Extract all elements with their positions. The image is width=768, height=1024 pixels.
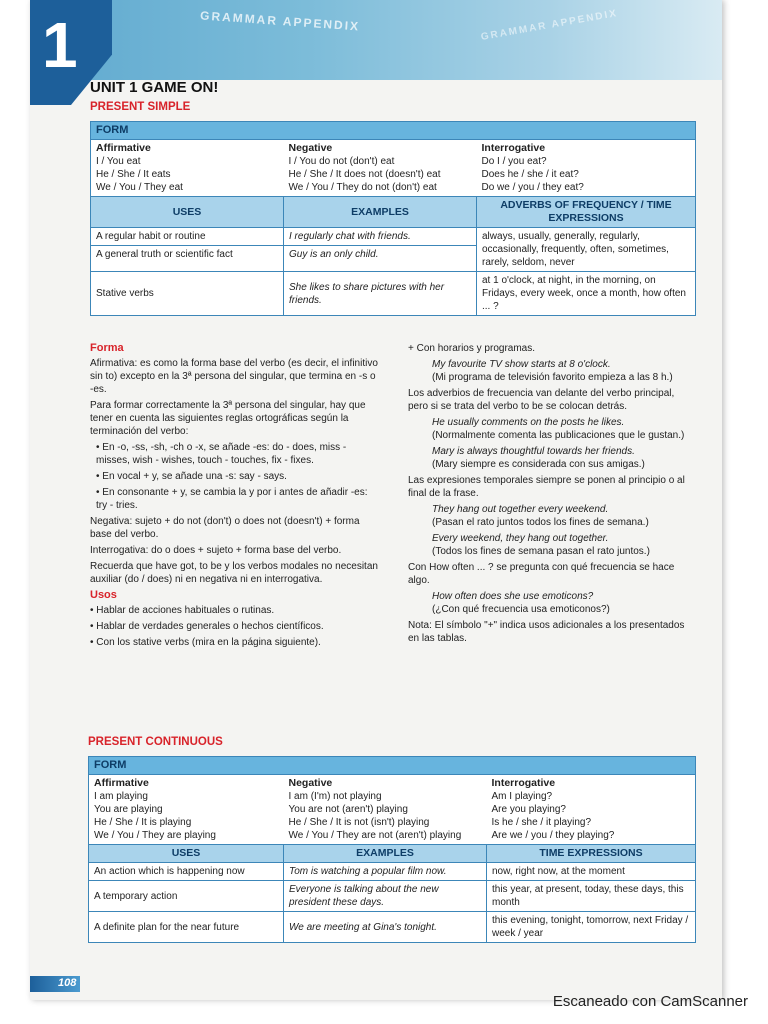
unit-number: 1	[42, 9, 78, 81]
ps-use: A regular habit or routine	[91, 228, 284, 246]
present-continuous-table	[88, 756, 696, 943]
ps-form-label: FORM	[91, 122, 696, 140]
present-simple-table	[90, 121, 696, 316]
ps-examples-heading: EXAMPLES	[284, 197, 477, 228]
pc-use: A definite plan for the near future	[89, 912, 284, 943]
ps-neg-line: We / You / They do not (don't) eat	[288, 182, 437, 193]
text-paragraph: Afirmativa: es como la forma base del verbo (es decir, el infinitivo sin to) excepto en la 3ª persona del singular, que termina en -s o -es.	[90, 358, 378, 395]
pc-interrogative	[487, 775, 696, 845]
pc-uses-heading: USES	[89, 845, 284, 863]
pc-example: Tom is watching a popular film now.	[284, 863, 487, 881]
ps-use: A general truth or scientific fact	[91, 246, 284, 272]
ps-affirmative	[91, 140, 284, 197]
scanner-watermark: Escaneado con CamScanner	[552, 993, 748, 1010]
example-sentence: Mary is always thoughtful towards her friends.	[432, 446, 635, 457]
note: Nota: El símbolo "+" indica usos adicionales a los presentados en las tablas.	[408, 620, 685, 644]
present-simple-title: PRESENT SIMPLE	[90, 101, 191, 113]
rule-bullet: • En -o, -ss, -sh, -ch o -x, se añade -es: do - does, miss - misses, wish - wishes, touch - touches, fix - fixes.	[96, 442, 347, 466]
banner-text-2: GRAMMAR APPENDIX	[480, 8, 619, 43]
pc-int-line: Are we / you / they playing?	[491, 830, 615, 841]
pc-aff-line: You are playing	[94, 804, 163, 815]
text-paragraph: Los adverbios de frecuencia van delante del verbo principal, pero si se trata del verbo to be se colocan detrás.	[408, 388, 675, 412]
ps-aff-line: We / You / They eat	[96, 182, 183, 193]
pc-use: An action which is happening now	[89, 863, 284, 881]
ps-use: Stative verbs	[91, 272, 284, 316]
pc-neg-line: He / She / It is not (isn't) playing	[288, 817, 430, 828]
page-number: 108	[58, 977, 77, 989]
pc-time-heading: TIME EXPRESSIONS	[487, 845, 696, 863]
pc-time: now, right now, at the moment	[487, 863, 696, 881]
ps-int-line: Do I / you eat?	[481, 156, 547, 167]
ps-int-line: Do we / you / they eat?	[481, 182, 584, 193]
ps-adverbs-1: always, usually, generally, regularly, occasionally, frequently, often, sometimes, rarely, seldom, never	[477, 228, 696, 272]
translation: (Pasan el rato juntos todos los fines de semana.)	[432, 517, 649, 528]
ps-uses-heading: USES	[91, 197, 284, 228]
pc-aff-heading: Affirmative	[94, 777, 149, 789]
right-text-column	[408, 342, 696, 648]
pc-aff-line: I am playing	[94, 791, 148, 802]
unit-title: UNIT 1 GAME ON!	[90, 79, 219, 96]
pc-neg-line: We / You / They are not (aren't) playing	[288, 830, 462, 841]
pc-time: this evening, tonight, tomorrow, next Friday / week / year	[487, 912, 696, 943]
example-sentence: My favourite TV show starts at 8 o'clock.	[432, 359, 611, 370]
text-paragraph: Interrogativa: do o does + sujeto + forma base del verbo.	[90, 545, 342, 556]
pc-time: this year, at present, today, these days, this month	[487, 881, 696, 912]
text-paragraph: Las expresiones temporales siempre se ponen al principio o al final de la frase.	[408, 475, 685, 499]
pc-neg-line: You are not (aren't) playing	[288, 804, 408, 815]
banner-text: GRAMMAR APPENDIX	[199, 8, 361, 34]
forma-heading: Forma	[90, 342, 124, 354]
ps-adverbs-2: at 1 o'clock, at night, in the morning, on Fridays, every week, once a month, how often ... ?	[477, 272, 696, 316]
pc-example: We are meeting at Gina's tonight.	[284, 912, 487, 943]
rule-bullet: • En consonante + y, se cambia la y por i antes de añadir -es: try - tries.	[96, 487, 368, 511]
pc-int-line: Are you playing?	[491, 804, 566, 815]
use-bullet: • Hablar de acciones habituales o rutinas.	[90, 605, 275, 616]
ps-example: I regularly chat with friends.	[284, 228, 477, 246]
ps-neg-line: I / You do not (don't) eat	[288, 156, 395, 167]
ps-aff-line: He / She / It eats	[96, 169, 171, 180]
book-page	[30, 0, 722, 1000]
ps-interrogative	[477, 140, 696, 197]
example-sentence: He usually comments on the posts he likes.	[432, 417, 625, 428]
text-paragraph: Negativa: sujeto + do not (don't) o does not (doesn't) + forma base del verbo.	[90, 516, 360, 540]
translation: (Mi programa de televisión favorito empieza a las 8 h.)	[432, 372, 673, 383]
example-sentence: Every weekend, they hang out together.	[432, 533, 609, 544]
ps-aff-heading: Affirmative	[96, 142, 151, 154]
pc-neg-heading: Negative	[288, 777, 333, 789]
pc-neg-line: I am (I'm) not playing	[288, 791, 382, 802]
header-banner	[30, 0, 722, 80]
ps-aff-line: I / You eat	[96, 156, 141, 167]
present-continuous-title: PRESENT CONTINUOUS	[88, 736, 223, 748]
pc-example: Everyone is talking about the new president these days.	[284, 881, 487, 912]
translation: (Mary siempre es considerada con sus amigas.)	[432, 459, 645, 470]
example-sentence: How often does she use emoticons?	[432, 591, 594, 602]
ps-int-heading: Interrogative	[481, 142, 546, 154]
translation: (¿Con qué frecuencia usa emoticonos?)	[432, 604, 610, 615]
ps-example: Guy is an only child.	[284, 246, 477, 272]
pc-aff-line: We / You / They are playing	[94, 830, 216, 841]
ps-neg-heading: Negative	[288, 142, 333, 154]
ps-negative	[284, 140, 477, 197]
pc-aff-line: He / She / It is playing	[94, 817, 192, 828]
translation: (Todos los fines de semana pasan el rato juntos.)	[432, 546, 650, 557]
pc-int-line: Is he / she / it playing?	[491, 817, 592, 828]
pc-use: A temporary action	[89, 881, 284, 912]
ps-int-line: Does he / she / it eat?	[481, 169, 579, 180]
usos-heading: Usos	[90, 589, 117, 601]
pc-form-label: FORM	[89, 757, 696, 775]
example-sentence: They hang out together every weekend.	[432, 504, 609, 515]
pc-int-heading: Interrogative	[491, 777, 556, 789]
use-bullet: • Con los stative verbs (mira en la página siguiente).	[90, 637, 321, 648]
pc-affirmative	[89, 775, 284, 845]
pc-examples-heading: EXAMPLES	[284, 845, 487, 863]
left-text-column	[90, 342, 380, 652]
text-paragraph: Recuerda que have got, to be y los verbos modales no necesitan auxiliar (do / does) ni en negativa ni en interrogativa.	[90, 561, 378, 585]
ps-neg-line: He / She / It does not (doesn't) eat	[288, 169, 441, 180]
ps-adverbs-heading: ADVERBS OF FREQUENCY / TIME EXPRESSIONS	[477, 197, 696, 228]
text-paragraph: Con How often ... ? se pregunta con qué frecuencia se hace algo.	[408, 562, 675, 586]
text-paragraph: Para formar correctamente la 3ª persona del singular, hay que tener en cuenta las siguientes reglas ortográficas según la terminación del verbo:	[90, 400, 366, 437]
text-paragraph: + Con horarios y programas.	[408, 343, 536, 354]
pc-int-line: Am I playing?	[491, 791, 553, 802]
translation: (Normalmente comenta las publicaciones que le gustan.)	[432, 430, 685, 441]
pc-negative	[284, 775, 487, 845]
ps-example: She likes to share pictures with her friends.	[284, 272, 477, 316]
use-bullet: • Hablar de verdades generales o hechos científicos.	[90, 621, 324, 632]
rule-bullet: • En vocal + y, se añade una -s: say - says.	[96, 471, 287, 482]
